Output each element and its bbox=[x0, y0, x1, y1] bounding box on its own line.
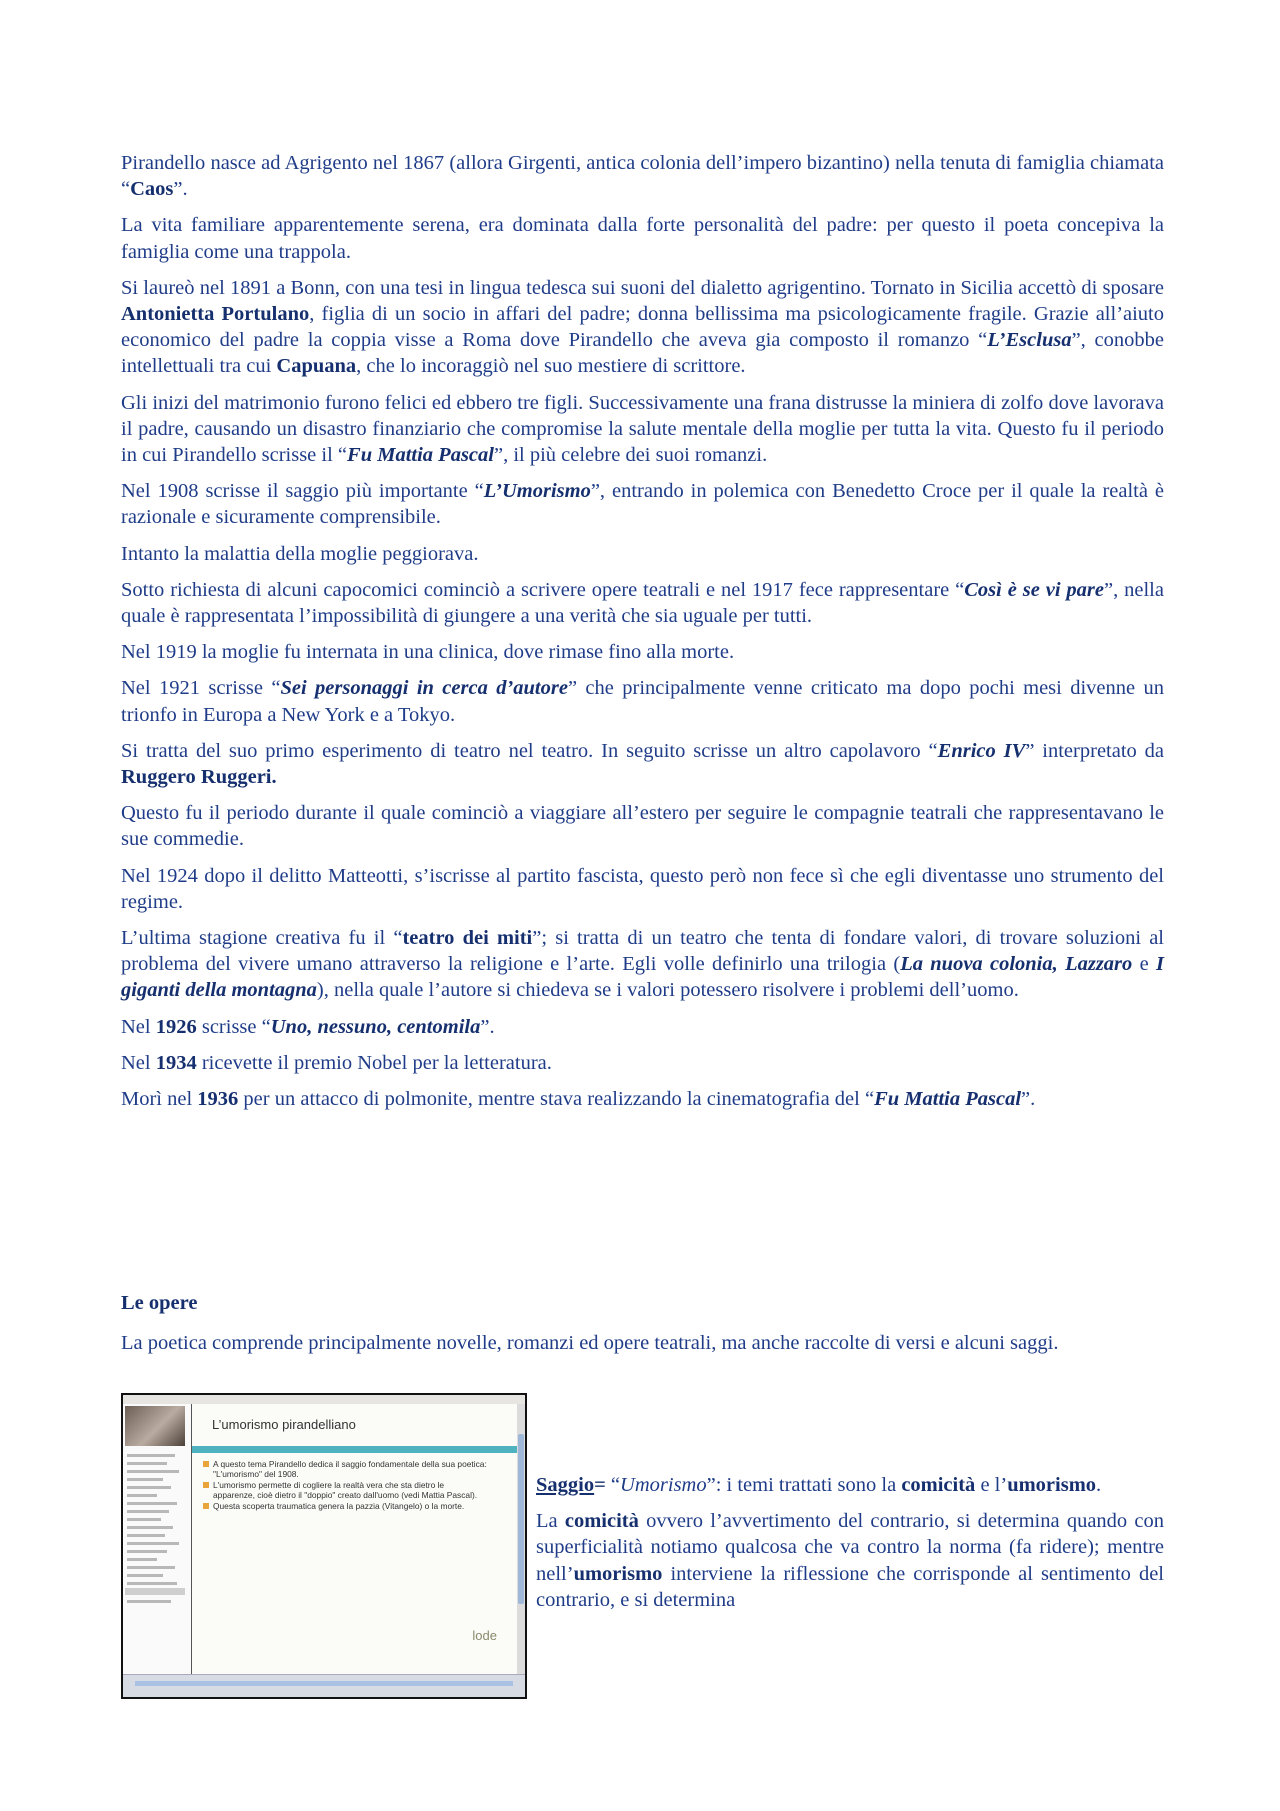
slide-bullet: Questa scoperta traumatica genera la pazzia (Vitangelo) o la morte. bbox=[202, 1501, 487, 1511]
saggio-umorismo-text bbox=[536, 1472, 1164, 1623]
paragraph: Si tratta del suo primo esperimento di teatro nel teatro. In seguito scrisse un altro capolavoro “Enrico IV” interpretato da Ruggero Ruggeri. bbox=[121, 739, 1165, 789]
slide-logo: lode bbox=[472, 1628, 497, 1643]
slide-scrollbar bbox=[517, 1404, 525, 1675]
slide-bullet-list bbox=[202, 1459, 487, 1512]
portrait-thumbnail bbox=[125, 1406, 185, 1446]
paragraph: Questo fu il periodo durante il quale cominciò a viaggiare all’estero per seguire le compagnie teatrali che rappresentavano le sue commedie. bbox=[121, 802, 1164, 851]
slide-bullet: A questo tema Pirandello dedica il saggio fondamentale della sua poetica: "L'umorismo" del 1908. bbox=[202, 1459, 487, 1479]
paragraph: Gli inizi del matrimonio furono felici ed ebbero tre figli. Successivamente una frana distrusse la miniera di zolfo dove lavorava il padre, causando un disastro finanziario che compromise la salute mentale della moglie per tutta la vita. Questo fu il periodo in cui Pirandello scrisse il “Fu Mattia Pascal”, il più celebre dei suoi romanzi. bbox=[121, 391, 1164, 467]
paragraph: Si laureò nel 1891 a Bonn, con una tesi in lingua tedesca sui suoni del dialetto agrigentino. Tornato in Sicilia accettò di sposare Antonietta Portulano, figlia di un socio in affari del padre; donna bellissima ma psicologicamente fragile. Grazie all’aiuto economico del padre la coppia visse a Roma dove Pirandello che aveva gia composto il romanzo “L’Esclusa”, conobbe intellettuali tra cui Capuana, che lo incoraggiò nel suo mestiere di scrittore. bbox=[121, 276, 1165, 378]
paragraph: Nel 1921 scrisse “Sei personaggi in cerca d’autore” che principalmente venne criticato ma dopo pochi mesi divenne un trionfo in Europa a New York e a Tokyo. bbox=[121, 677, 1164, 726]
slide-sidebar bbox=[123, 1404, 193, 1675]
paragraph: La comicità ovvero l’avvertimento del contrario, si determina quando con superficialità notiamo qualcosa che va contro la norma (fa ridere); mentre nell’umorismo interviene la riflessione che corrisponde al sentimento del contrario, e si determina bbox=[536, 1510, 1164, 1611]
paragraph: La vita familiare apparentemente serena, era dominata dalla forte personalità del padre: per questo il poeta concepiva la famiglia come una trappola. bbox=[121, 214, 1164, 263]
slide-title: L’umorismo pirandelliano bbox=[212, 1417, 356, 1432]
slide-bottom-bar bbox=[123, 1674, 525, 1697]
slide-progress-track bbox=[135, 1681, 513, 1686]
slide-content bbox=[192, 1453, 517, 1675]
paragraph: Intanto la malattia della moglie peggiorava. bbox=[121, 542, 479, 565]
scrollbar-thumb bbox=[518, 1434, 524, 1604]
slide-bullet: L'umorismo permette di cogliere la realtà vera che sta dietro le apparenze, cioè dietro il "doppio" creato dall'uomo (vedi Mattia Pascal). bbox=[202, 1480, 487, 1500]
paragraph: Sotto richiesta di alcuni capocomici cominciò a scrivere opere teatrali e nel 1917 fece rappresentare “Così è se vi pare”, nella quale è rappresentata l’impossibilità di giungere a una verità che sia uguale per tutti. bbox=[121, 578, 1164, 628]
paragraph: Nel 1919 la moglie fu internata in una clinica, dove rimase fino alla morte. bbox=[121, 641, 735, 664]
paragraph: Nel 1934 ricevette il premio Nobel per la letteratura. bbox=[121, 1051, 552, 1074]
slide-accent-bar bbox=[192, 1446, 517, 1453]
paragraph: Saggio= “Umorismo”: i temi trattati sono la comicità e l’umorismo. bbox=[536, 1474, 1102, 1496]
paragraph: L’ultima stagione creativa fu il “teatro dei miti”; si tratta di un teatro che tenta di fondare valori, di trovare soluzioni al problema del vivere umano attraverso la religione e l’arte. Egli volle definirlo una trilogia (La nuova colonia, Lazzaro e I giganti della montagna), nella quale l’autore si chiedeva se i valori potessero risolvere i problemi dell’uomo. bbox=[121, 927, 1164, 1002]
bullet-square-icon bbox=[203, 1482, 209, 1488]
section-heading-opere: Le opere bbox=[121, 1292, 198, 1314]
biography-text bbox=[121, 150, 1164, 1122]
bullet-square-icon bbox=[203, 1503, 209, 1509]
slide-title-area bbox=[192, 1404, 517, 1446]
paragraph: Pirandello nasce ad Agrigento nel 1867 (allora Girgenti, antica colonia dell’impero bizantino) nella tenuta di famiglia chiamata “Caos”. bbox=[121, 152, 1164, 201]
embedded-slide-screenshot bbox=[121, 1393, 527, 1699]
opere-intro: La poetica comprende principalmente novelle, romanzi ed opere teatrali, ma anche raccolte di versi e alcuni saggi. bbox=[121, 1332, 1059, 1354]
paragraph: Nel 1926 scrisse “Uno, nessuno, centomila”. bbox=[121, 1015, 495, 1038]
paragraph: Nel 1924 dopo il delitto Matteotti, s’iscrisse al partito fascista, questo però non fece sì che egli diventasse uno strumento del regime. bbox=[121, 864, 1164, 913]
paragraph: Nel 1908 scrisse il saggio più importante “L’Umorismo”, entrando in polemica con Benedetto Croce per il quale la realtà è razionale e sicuramente comprensibile. bbox=[121, 480, 1164, 529]
bullet-square-icon bbox=[203, 1461, 209, 1467]
paragraph: Morì nel 1936 per un attacco di polmonite, mentre stava realizzando la cinematografia del “Fu Mattia Pascal”. bbox=[121, 1088, 1036, 1111]
